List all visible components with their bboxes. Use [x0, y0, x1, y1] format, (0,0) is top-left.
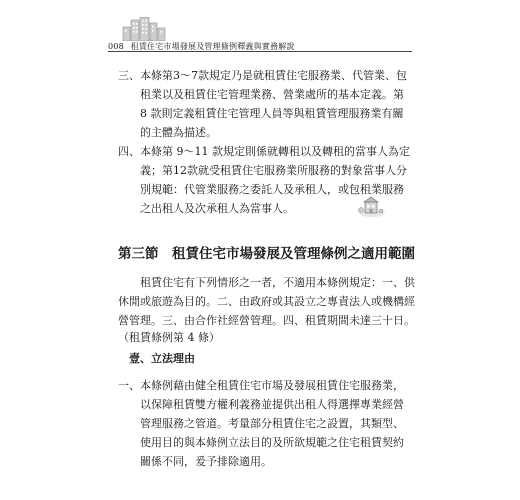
- reason-line-2: 以保障租賃雙方權利義務並提供出租人得選擇專業經營: [118, 398, 404, 411]
- reason-line-5: 關係不同，爰予排除適用。: [118, 455, 272, 468]
- subheading-legislative-reason: 壹、立法理由: [129, 352, 195, 365]
- item-4-line-1: 四、本條第 9～11 款規定則係就轉租以及轉租的當事人為定: [118, 145, 410, 158]
- reason-line-3: 管理服務之管道。考量部分租賃住宅之設置，其類型、: [118, 417, 404, 430]
- buildings-icon: [122, 17, 166, 41]
- section-paragraph-line-2: 休閒或旅遊為目的。二、由政府或其設立之專責法人或機構經: [118, 295, 415, 308]
- section-paragraph-line-4: （租賃條例第 4 條）: [118, 331, 220, 344]
- section-title: 第三節 租賃住宅市場發展及管理條例之適用範圍: [118, 246, 415, 262]
- reason-line-1: 一、本條例藉由健全租賃住宅市場及發展租賃住宅服務業，: [118, 379, 404, 392]
- item-3-line-2: 租業以及租賃住宅管理業務、營業處所的基本定義。第: [118, 88, 404, 101]
- header-rule: [108, 51, 412, 52]
- running-title: 租賃住宅市場發展及管理條例釋義與實務解說: [130, 42, 295, 51]
- item-3-line-1: 三、本條第3～7款規定乃是就租賃住宅服務業、代管業、包: [118, 69, 407, 82]
- item-3-line-3: 8 款則定義租賃住宅管理人員等與租賃管理服務業有關: [118, 107, 404, 120]
- section-paragraph-line-1: 租賃住宅有下列情形之一者，不適用本條例規定：一、供: [118, 276, 415, 289]
- section-paragraph-line-3: 營管理。三、由合作社經營管理。四、租賃期間未達三十日。: [118, 314, 415, 327]
- item-4-line-2: 義；第12款就受租賃住宅服務業所服務的對象當事人分: [118, 164, 407, 177]
- item-4-line-3: 別規範：代管業服務之委託人及承租人，或包租業服務: [118, 183, 404, 196]
- item-3-line-4: 的主體為描述。: [118, 126, 217, 139]
- page-number: 008: [108, 42, 124, 51]
- decorative-building-icon: [356, 196, 386, 218]
- reason-line-4: 使用目的與本條例立法目的及所欲規範之住宅租賃契約: [118, 436, 404, 449]
- item-4-line-4: 之出租人及次承租人為當事人。: [118, 202, 294, 215]
